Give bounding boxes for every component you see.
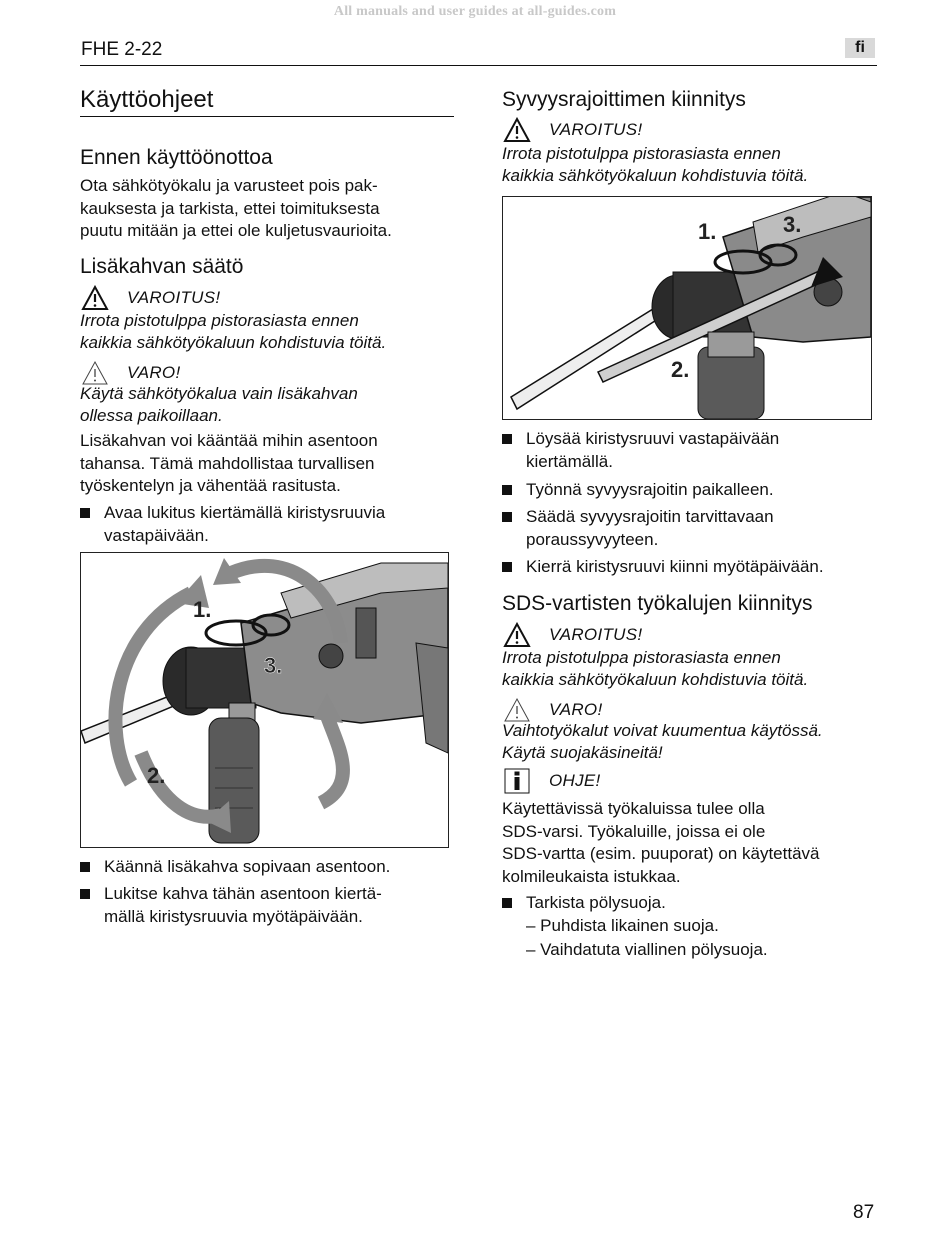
note-row: [503, 768, 601, 794]
bullet-item: Säädä syvyysrajoitin tarvittavaan poraussyvyyteen.: [502, 506, 877, 551]
section-heading-before-use: Ennen käyttöönottoa: [80, 146, 273, 169]
bullet-item: Käännä lisäkahva sopivaan asentoon.: [80, 856, 455, 879]
warning-label: VAROITUS!: [549, 625, 643, 644]
warning-label: VAROITUS!: [127, 288, 221, 307]
warning-label: VAROITUS!: [549, 120, 643, 139]
bullet-square-icon: [502, 512, 512, 522]
bullet-square-icon: [502, 434, 512, 444]
warning-row: [503, 117, 642, 143]
drill-depth-stop-illustration: [503, 197, 871, 419]
figure-depth-stop: [502, 196, 872, 420]
warning-text: Irrota pistotulppa pistorasiasta ennen kaikkia sähkötyökaluun kohdistuvia töitä.: [502, 648, 809, 689]
caution-text: Käytä sähkötyökalua vain lisäkahvan ollessa paikoillaan.: [80, 384, 358, 425]
before-use-text: Ota sähkötyökalu ja varusteet pois pak- kauksesta ja tarkista, ettei toimituksesta puutu mitään ja ettei ole kuljetusvaurioita.: [80, 176, 392, 240]
warning-row: [81, 285, 220, 311]
figure-label-2: 2.: [671, 357, 690, 382]
watermark: All manuals and user guides at all-guides.com: [333, 4, 617, 19]
note-label: OHJE!: [549, 771, 601, 790]
bullet-item: Löysää kiristysruuvi vastapäivään kiertämällä.: [502, 428, 877, 473]
section-heading-handle: Lisäkahvan säätö: [80, 255, 244, 278]
bullet-square-icon: [80, 889, 90, 899]
figure-label-1: 1.: [193, 597, 212, 622]
bullet-item: Työnnä syvyysrajoitin paikalleen.: [502, 479, 877, 502]
bullet-item: Tarkista pölysuoja.: [502, 892, 877, 915]
figure-label-3: 3.: [264, 653, 283, 678]
section-heading-sds: SDS-vartisten työkalujen kiinnitys: [502, 592, 813, 615]
dash-item: – Puhdista likainen suoja.: [526, 916, 719, 935]
figure-label-1: 1.: [698, 219, 717, 244]
figure-label-3: 3.: [783, 212, 802, 237]
handle-body-text: Lisäkahvan voi kääntää mihin asentoon tahansa. Tämä mahdollistaa turvallisen työskentelyn ja vähentää rasitusta.: [80, 431, 378, 495]
warning-text: Irrota pistotulppa pistorasiasta ennen kaikkia sähkötyökaluun kohdistuvia töitä.: [502, 144, 809, 185]
dash-item: – Vaihdatuta viallinen pölysuoja.: [526, 940, 768, 959]
caution-label: VARO!: [549, 700, 603, 719]
warning-text: Irrota pistotulppa pistorasiasta ennen kaikkia sähkötyökaluun kohdistuvia töitä.: [80, 311, 387, 352]
info-icon: [503, 768, 531, 794]
warning-triangle-icon: [503, 622, 531, 648]
warning-triangle-icon: [81, 285, 109, 311]
bullet-square-icon: [80, 508, 90, 518]
figure-side-handle: [80, 552, 449, 848]
section-heading-depth-stop: Syvyysrajoittimen kiinnitys: [502, 88, 746, 111]
figure-label-2: 2.: [147, 763, 166, 788]
warning-row: [503, 622, 642, 648]
bullet-square-icon: [80, 862, 90, 872]
header-rule: [80, 65, 877, 66]
bullet-item: Lukitse kahva tähän asentoon kiertä- mällä kiristysruuvia myötäpäivään.: [80, 883, 455, 928]
bullet-item: Avaa lukitus kiertämällä kiristysruuvia vastapäivään.: [80, 502, 455, 547]
model-name: FHE 2-22: [81, 39, 163, 60]
drill-side-handle-illustration: [81, 553, 448, 847]
page-number: 87: [853, 1202, 875, 1223]
language-badge: fi: [845, 38, 875, 58]
caution-text: Vaihtotyökalut voivat kuumentua käytössä. Käytä suojakäsineitä!: [502, 721, 823, 762]
bullet-square-icon: [502, 485, 512, 495]
page-title: Käyttöohjeet: [80, 86, 214, 113]
bullet-square-icon: [502, 898, 512, 908]
sds-body-text: Käytettävissä työkaluissa tulee olla SDS-varsi. Työkaluille, joissa ei ole SDS-vartta (esim. puuporat) on käytettävä kolmileukaista istukkaa.: [502, 799, 820, 886]
caution-label: VARO!: [127, 363, 181, 382]
bullet-square-icon: [502, 562, 512, 572]
title-rule: [80, 116, 454, 117]
warning-triangle-icon: [503, 117, 531, 143]
bullet-item: Kierrä kiristysruuvi kiinni myötäpäivään.: [502, 556, 877, 579]
